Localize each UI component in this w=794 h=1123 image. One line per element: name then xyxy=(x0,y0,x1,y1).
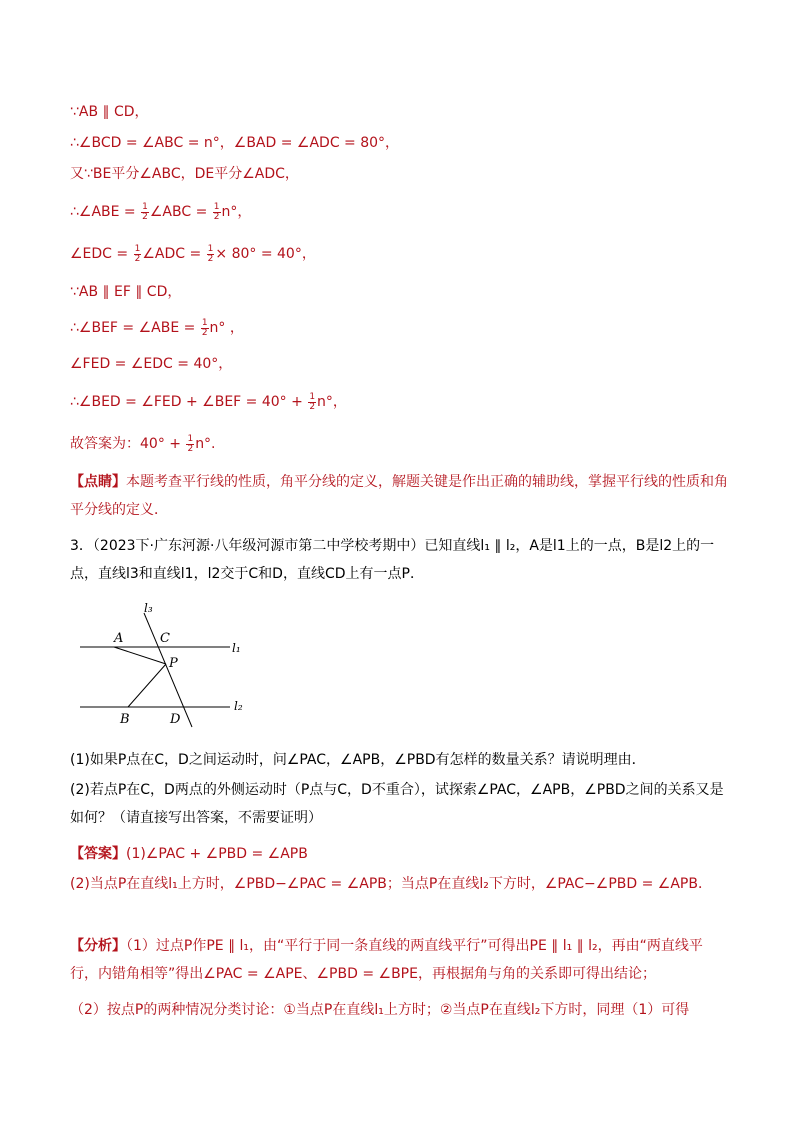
solution-line-9: ∴∠BED = ∠FED + ∠BEF = 40° + $\frac{1}{2}$ n°， xyxy=(70,391,347,412)
geometry-figure xyxy=(70,596,260,732)
fraction-half: $\frac{1}{2}$ xyxy=(213,201,220,222)
label-l1: l₁ xyxy=(232,641,241,655)
solution-line-3: 又∵BE平分∠ABC，DE平分∠ADC， xyxy=(70,166,299,182)
dianjing-tag: 【点睛】 xyxy=(70,474,126,490)
fraction-half: $\frac{1}{2}$ xyxy=(142,201,148,222)
final-answer-line: 故答案为：40° + $\frac{1}{2}$ n°. xyxy=(70,433,216,454)
solution-line-1: ∵AB ∥ CD， xyxy=(70,104,149,120)
fraction-half: $\frac{1}{2}$ xyxy=(207,243,214,264)
solution-line-5: ∠EDC = $\frac{1}{2}$ ∠ADC = $\frac{1}{2}$ × 80° = 40°， xyxy=(70,243,316,264)
solution-line-4: ∴∠ABE = $\frac{1}{2}$ ∠ABC = $\frac{1}{2}$ n°， xyxy=(70,201,252,222)
label-l3: l₃ xyxy=(144,601,153,615)
label-l2: l₂ xyxy=(234,699,243,713)
segment-AP xyxy=(114,647,166,664)
answer-line-2: (2)当点P在直线l₁上方时，∠PBD−∠PAC = ∠APB；当点P在直线l₂下方时，∠PAC−∠PBD = ∠APB． xyxy=(70,876,712,892)
question-3-part-2: (2)若点P在C，D两点的外侧运动时（P点与C，D不重合），试探索∠PAC，∠APB，∠PBD之间的关系又是如何？（请直接写出答案，不需要证明） xyxy=(70,782,724,826)
fraction-half: $\frac{1}{2}$ xyxy=(187,433,194,454)
solution-line-8: ∠FED = ∠EDC = 40°， xyxy=(70,356,233,372)
analysis-part-1: 【分析】（1）过点P作PE ∥ l₁，由“平行于同一条直线的两直线平行”可得出PE ∥ l₁ ∥ l₂，再由“两直线平行，内错角相等”得出∠PAC = ∠APE、∠PBD = ∠BPE，再根据角与角的关系即可得出结论； xyxy=(70,938,703,982)
answer-line-1: 【答案】(1)∠PAC + ∠PBD = ∠APB xyxy=(70,846,308,862)
solution-line-6: ∵AB ∥ EF ∥ CD， xyxy=(70,284,182,300)
fraction-half: $\frac{1}{2}$ xyxy=(309,391,316,412)
fraction-half: $\frac{1}{2}$ xyxy=(201,317,208,338)
label-B: B xyxy=(120,712,130,727)
analysis-part-2: （2）按点P的两种情况分类讨论：①当点P在直线l₁上方时；②当点P在直线l₂下方时，同理（1）可得 xyxy=(70,1002,690,1018)
label-P: P xyxy=(169,656,178,671)
analysis-tag: 【分析】 xyxy=(70,938,126,954)
label-D: D xyxy=(170,712,181,727)
segment-BP xyxy=(128,664,166,707)
question-3-part-1: (1)如果P点在C，D之间运动时，问∠PAC，∠APB，∠PBD有怎样的数量关系？请说明理由． xyxy=(70,752,646,768)
dianjing-comment: 【点睛】本题考查平行线的性质，角平分线的定义，解题关键是作出正确的辅助线，掌握平行线的性质和角平分线的定义． xyxy=(70,474,728,518)
label-C: C xyxy=(160,631,170,646)
solution-line-2: ∴∠BCD = ∠ABC = n°，∠BAD = ∠ADC = 80°， xyxy=(70,135,400,151)
label-A: A xyxy=(114,631,124,646)
fraction-half: $\frac{1}{2}$ xyxy=(134,243,141,264)
question-3-stem: 3．（2023下·广东河源·八年级河源市第二中学校考期中）已知直线l₁ ∥ l₂，A是l1上的一点，B是l2上的一点，直线l3和直线l1，l2交于C和D，直线CD上有一点P． xyxy=(70,538,715,582)
answer-tag: 【答案】 xyxy=(70,846,126,862)
solution-line-7: ∴∠BEF = ∠ABE = $\frac{1}{2}$ n° ， xyxy=(70,317,244,338)
